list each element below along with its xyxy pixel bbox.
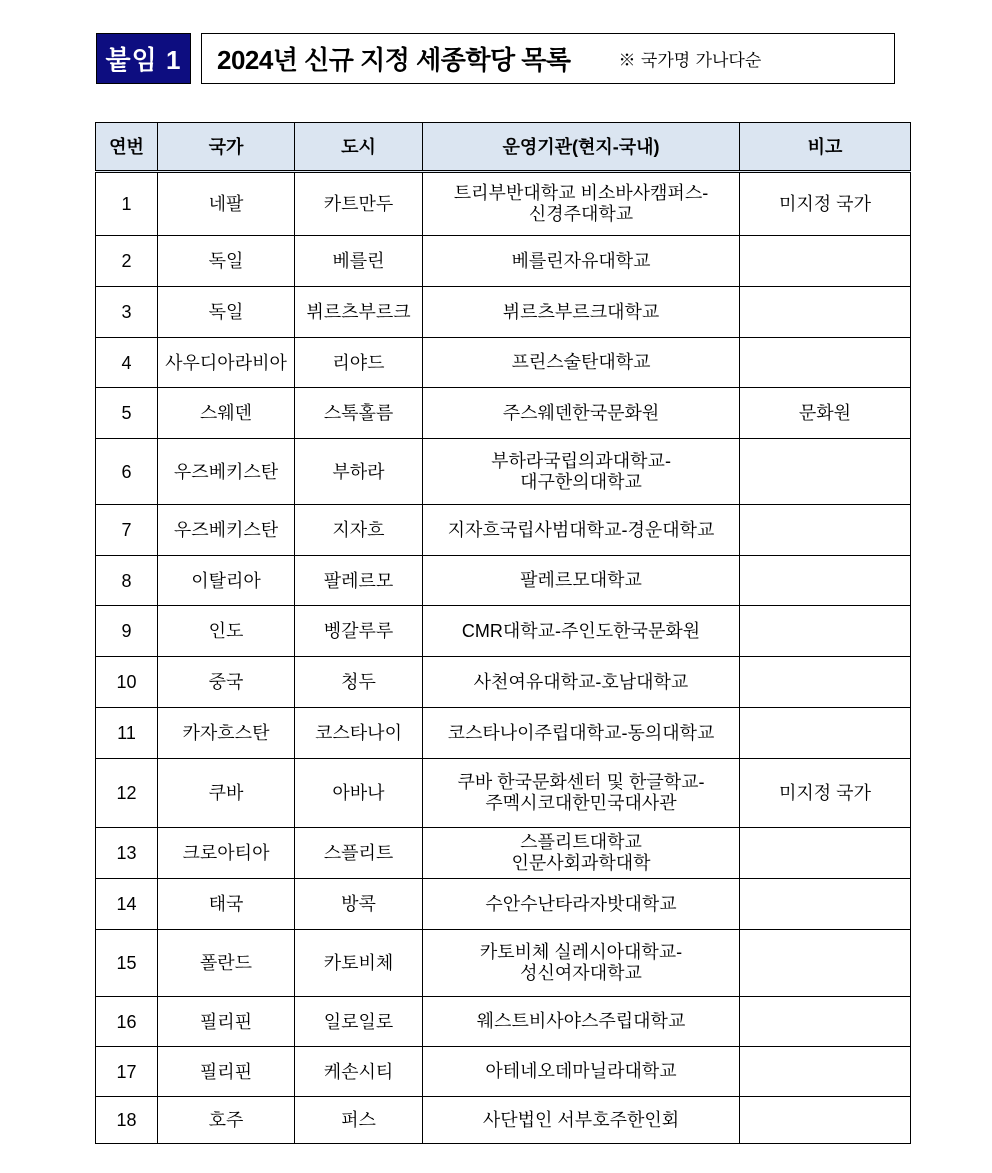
row-number: 9 [96, 606, 158, 657]
row-city: 스톡홀름 [295, 388, 423, 439]
row-organization [423, 1047, 740, 1097]
row-city: 방콕 [295, 879, 423, 930]
organization-line: 사단법인 서부호주한인회 [482, 1109, 680, 1130]
table-row [96, 505, 911, 556]
row-number: 6 [96, 439, 158, 505]
header-country: 국가 [158, 123, 295, 172]
row-number: 3 [96, 287, 158, 338]
table-row [96, 759, 911, 828]
row-remark [740, 828, 911, 879]
organization-line: 지자흐국립사범대학교-경운대학교 [447, 519, 715, 540]
organization-line: 웨스트비사야스주립대학교 [476, 1011, 686, 1031]
row-remark [740, 997, 911, 1047]
row-country: 인도 [158, 606, 295, 657]
row-country: 태국 [158, 879, 295, 930]
row-city: 스플리트 [295, 828, 423, 879]
row-number: 18 [96, 1097, 158, 1144]
row-remark [740, 287, 911, 338]
title-box [201, 33, 895, 84]
row-organization [423, 388, 740, 439]
table-row [96, 439, 911, 505]
row-organization [423, 505, 740, 556]
table-row [96, 338, 911, 388]
table-row [96, 1047, 911, 1097]
row-number: 15 [96, 930, 158, 997]
organization-line: 코스타나이주립대학교-동의대학교 [447, 722, 715, 743]
row-country: 사우디아라비아 [158, 338, 295, 388]
row-organization [423, 172, 740, 236]
row-city: 청두 [295, 657, 423, 708]
organization-line: 스플리트대학교 [520, 832, 642, 852]
row-organization [423, 287, 740, 338]
organization-line: 팔레르모대학교 [520, 570, 642, 590]
row-organization [423, 556, 740, 606]
row-remark: 미지정 국가 [740, 759, 911, 828]
organization-line: CMR대학교-주인도한국문화원 [461, 620, 701, 641]
row-remark [740, 1097, 911, 1144]
organization-line: 주멕시코대한민국대사관 [485, 793, 677, 813]
row-city: 퍼스 [295, 1097, 423, 1144]
row-city: 케손시티 [295, 1047, 423, 1097]
row-remark [740, 657, 911, 708]
row-remark [740, 1047, 911, 1097]
row-country: 호주 [158, 1097, 295, 1144]
row-country: 우즈베키스탄 [158, 505, 295, 556]
row-number: 10 [96, 657, 158, 708]
row-country: 쿠바 [158, 759, 295, 828]
organization-line: 부하라국립의과대학교- [491, 450, 671, 471]
row-organization [423, 879, 740, 930]
row-organization [423, 439, 740, 505]
organization-line: 수안수난타라자밧대학교 [485, 893, 677, 914]
organization-line: 트리부반대학교 비소바사캠퍼스- [453, 183, 709, 203]
row-organization [423, 657, 740, 708]
row-organization [423, 708, 740, 759]
organization-line: 대구한의대학교 [520, 471, 642, 492]
organization-line: 신경주대학교 [528, 204, 634, 224]
row-city: 일로일로 [295, 997, 423, 1047]
table-row [96, 828, 911, 879]
header-no: 연번 [96, 123, 158, 172]
table-row [96, 879, 911, 930]
organization-line: 쿠바 한국문화센터 및 한글학교- [457, 772, 705, 792]
row-number: 5 [96, 388, 158, 439]
row-country: 폴란드 [158, 930, 295, 997]
organization-line: 뷔르츠부르크대학교 [502, 301, 660, 322]
row-country: 카자흐스탄 [158, 708, 295, 759]
attachment-badge: 붙임 1 [96, 33, 191, 84]
table-row [96, 388, 911, 439]
row-organization [423, 930, 740, 997]
row-number: 4 [96, 338, 158, 388]
row-city: 코스타나이 [295, 708, 423, 759]
row-remark [740, 930, 911, 997]
row-city: 아바나 [295, 759, 423, 828]
table-row [96, 287, 911, 338]
row-remark: 미지정 국가 [740, 172, 911, 236]
table-row [96, 1097, 911, 1144]
table-row [96, 556, 911, 606]
table-header-row [96, 123, 911, 172]
row-remark [740, 338, 911, 388]
table-row [96, 997, 911, 1047]
organization-line: 아테네오데마닐라대학교 [485, 1061, 677, 1081]
row-number: 2 [96, 236, 158, 287]
row-organization [423, 828, 740, 879]
row-organization [423, 338, 740, 388]
row-organization [423, 759, 740, 828]
header-remark: 비고 [740, 123, 911, 172]
row-number: 8 [96, 556, 158, 606]
row-remark [740, 708, 911, 759]
row-city: 지자흐 [295, 505, 423, 556]
organization-line: 카토비체 실레시아대학교- [479, 942, 683, 962]
row-organization [423, 236, 740, 287]
row-number: 16 [96, 997, 158, 1047]
organization-line: 인문사회과학대학 [511, 853, 651, 873]
row-remark [740, 505, 911, 556]
page-title: 2024년 신규 지정 세종학당 목록 [217, 45, 571, 75]
row-country: 독일 [158, 236, 295, 287]
row-remark [740, 236, 911, 287]
table-row [96, 172, 911, 236]
table-row [96, 236, 911, 287]
organization-line: 사천여유대학교-호남대학교 [473, 671, 689, 692]
row-country: 크로아티아 [158, 828, 295, 879]
row-city: 팔레르모 [295, 556, 423, 606]
table-row [96, 657, 911, 708]
row-country: 필리핀 [158, 1047, 295, 1097]
row-remark [740, 606, 911, 657]
row-city: 베를린 [295, 236, 423, 287]
row-remark: 문화원 [740, 388, 911, 439]
row-country: 필리핀 [158, 997, 295, 1047]
table-row [96, 930, 911, 997]
row-number: 12 [96, 759, 158, 828]
row-city: 카트만두 [295, 172, 423, 236]
header-city: 도시 [295, 123, 423, 172]
row-country: 독일 [158, 287, 295, 338]
row-country: 중국 [158, 657, 295, 708]
organization-line: 주스웨덴한국문화원 [502, 402, 660, 423]
table-row [96, 708, 911, 759]
sejong-institute-table [95, 122, 911, 1144]
row-city: 부하라 [295, 439, 423, 505]
table-row [96, 606, 911, 657]
row-number: 11 [96, 708, 158, 759]
sort-note: ※ 국가명 가나다순 [618, 51, 762, 71]
row-number: 17 [96, 1047, 158, 1097]
row-city: 벵갈루루 [295, 606, 423, 657]
row-city: 뷔르츠부르크 [295, 287, 423, 338]
row-number: 14 [96, 879, 158, 930]
row-city: 리야드 [295, 338, 423, 388]
row-remark [740, 879, 911, 930]
organization-line: 베를린자유대학교 [511, 250, 651, 271]
row-country: 이탈리아 [158, 556, 295, 606]
row-country: 스웨덴 [158, 388, 295, 439]
row-country: 네팔 [158, 172, 295, 236]
row-remark [740, 556, 911, 606]
organization-line: 성신여자대학교 [520, 963, 642, 983]
row-number: 13 [96, 828, 158, 879]
row-organization [423, 997, 740, 1047]
row-remark [740, 439, 911, 505]
row-number: 7 [96, 505, 158, 556]
organization-line: 프린스술탄대학교 [511, 352, 651, 372]
row-city: 카토비체 [295, 930, 423, 997]
header-organization: 운영기관(현지-국내) [423, 123, 740, 172]
row-organization [423, 606, 740, 657]
row-organization [423, 1097, 740, 1144]
row-number: 1 [96, 172, 158, 236]
row-country: 우즈베키스탄 [158, 439, 295, 505]
